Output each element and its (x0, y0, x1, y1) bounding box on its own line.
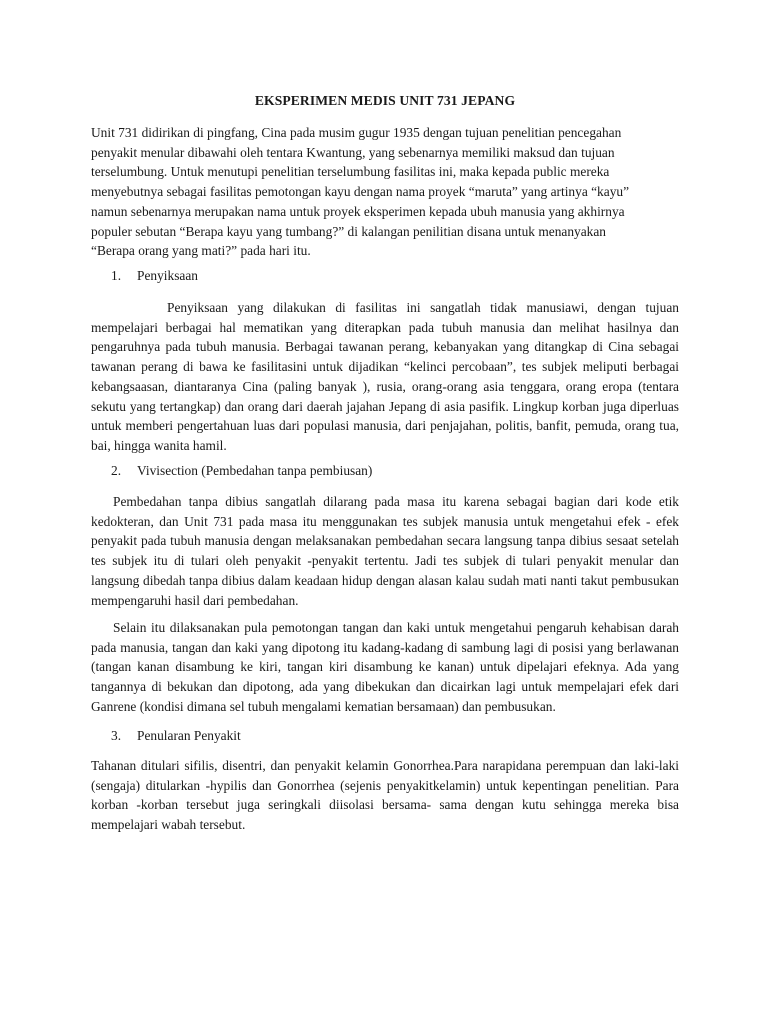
paragraph-penularan: Tahanan ditulari sifilis, disentri, dan penyakit kelamin Gonorrhea.Para narapidana perempuan dan laki-laki (sengaja) ditularkan -hypilis dan Gonorrhea (sejenis penyakitkelamin) untuk kepentingan penelitian. Para korban -korban tersebut juga seringkali diisolasi bersama- sama dengan kutu sehingga mereka bisa mempelajari wabah tersebut. (91, 758, 679, 833)
section-number: 1. (111, 268, 122, 283)
section-heading-penyiksaan (111, 268, 198, 284)
intro-paragraph: Unit 731 didirikan di pingfang, Cina pada musim gugur 1935 dengan tujuan penelitian pencegahan penyakit menular dibawahi oleh tentara Kwantung, yang sebenarnya memiliki maksud dan tujuan terselumbung. Untuk menutupi penelitian terselumbung fasilitas ini, maka kepada public mereka menyebutnya sebagai fasilitas pemotongan kayu dengan nama proyek “maruta” yang artinya “kayu” namun sebenarnya merupakan nama untuk proyek eksperimen kepada ubuh manusia yang akhirnya populer sebutan “Berapa kayu yang tumbang?” di kalangan penilitian disana untuk menanyakan “Berapa orang yang mati?” pada hari itu. (91, 125, 630, 259)
section-heading-vivisection (111, 463, 372, 479)
document-title: EKSPERIMEN MEDIS UNIT 731 JEPANG (254, 93, 516, 108)
section-title: Vivisection (Pembedahan tanpa pembiusan) (137, 463, 373, 478)
document-page (91, 0, 679, 1024)
section-number: 2. (111, 463, 122, 478)
section-number: 3. (111, 728, 122, 743)
paragraph-penyiksaan: Penyiksaan yang dilakukan di fasilitas ini sangatlah tidak manusiawi, dengan tujuan mempelajari berbagai hal mematikan yang diterapkan pada tubuh manusia dan melihat hasilnya dan pengaruhnya pada tubuh manusia. Berbagai tawanan perang, kebanyakan yang ditangkap di Cina sebagai tawanan perang di bawa ke fasilitasini untuk dijadikan “kelinci percobaan”, tes subjek meliputi berbagai kebangsaasan, diantaranya Cina (paling banyak ), rusia, orang-orang asia tenggara, orang eropa (tentara sekutu yang tertangkap) dan orang dari daerah jajahan Jepang di asia pasifik. Lingkup korban juga diperluas untuk memberi pengertahuan luas dari populasi manusia, dari penjajahan, politis, banfit, pemuda, orang tua, bai, hingga wanita hamil. (91, 300, 679, 453)
paragraph-vivisection-1: Pembedahan tanpa dibius sangatlah dilarang pada masa itu karena sebagai bagian dari kode etik kedokteran, dan Unit 731 pada masa itu menggunakan tes subjek manusia untuk mengetahui efek - efek penyakit pada tubuh manusia dengan melaksanakan pembedahan secara langsung tanpa dibius sesaat setelah tes subjek itu di tulari oleh penyakit -penyakit tertentu. Jadi tes subjek di tulari penyakit menular dan langsung dibedah tanpa dibius dalam keadaan hidup dengan alasan kalau sudah mati nanti takut pembusukan mempengaruhi hasil dari pembedahan. (91, 494, 679, 608)
paragraph-vivisection-2: Selain itu dilaksanakan pula pemotongan tangan dan kaki untuk mengetahui pengaruh kehabisan darah pada manusia, tangan dan kaki yang dipotong itu kadang-kadang di sambung lagi di posisi yang berlawanan (tangan kanan disambung ke kiri, tangan kiri disambung ke kanan) untuk dipelajari efeknya. Ada yang tangannya di bekukan dan dipotong, ada yang dibekukan dan dicairkan lagi untuk mempelajari efek dari Ganrene (kondisi dimana sel tubuh mengalami kematian bersamaan) dan pembusukan. (91, 620, 679, 714)
section-title: Penularan Penyakit (137, 728, 241, 743)
section-title: Penyiksaan (137, 268, 198, 283)
section-heading-penularan (111, 728, 241, 744)
